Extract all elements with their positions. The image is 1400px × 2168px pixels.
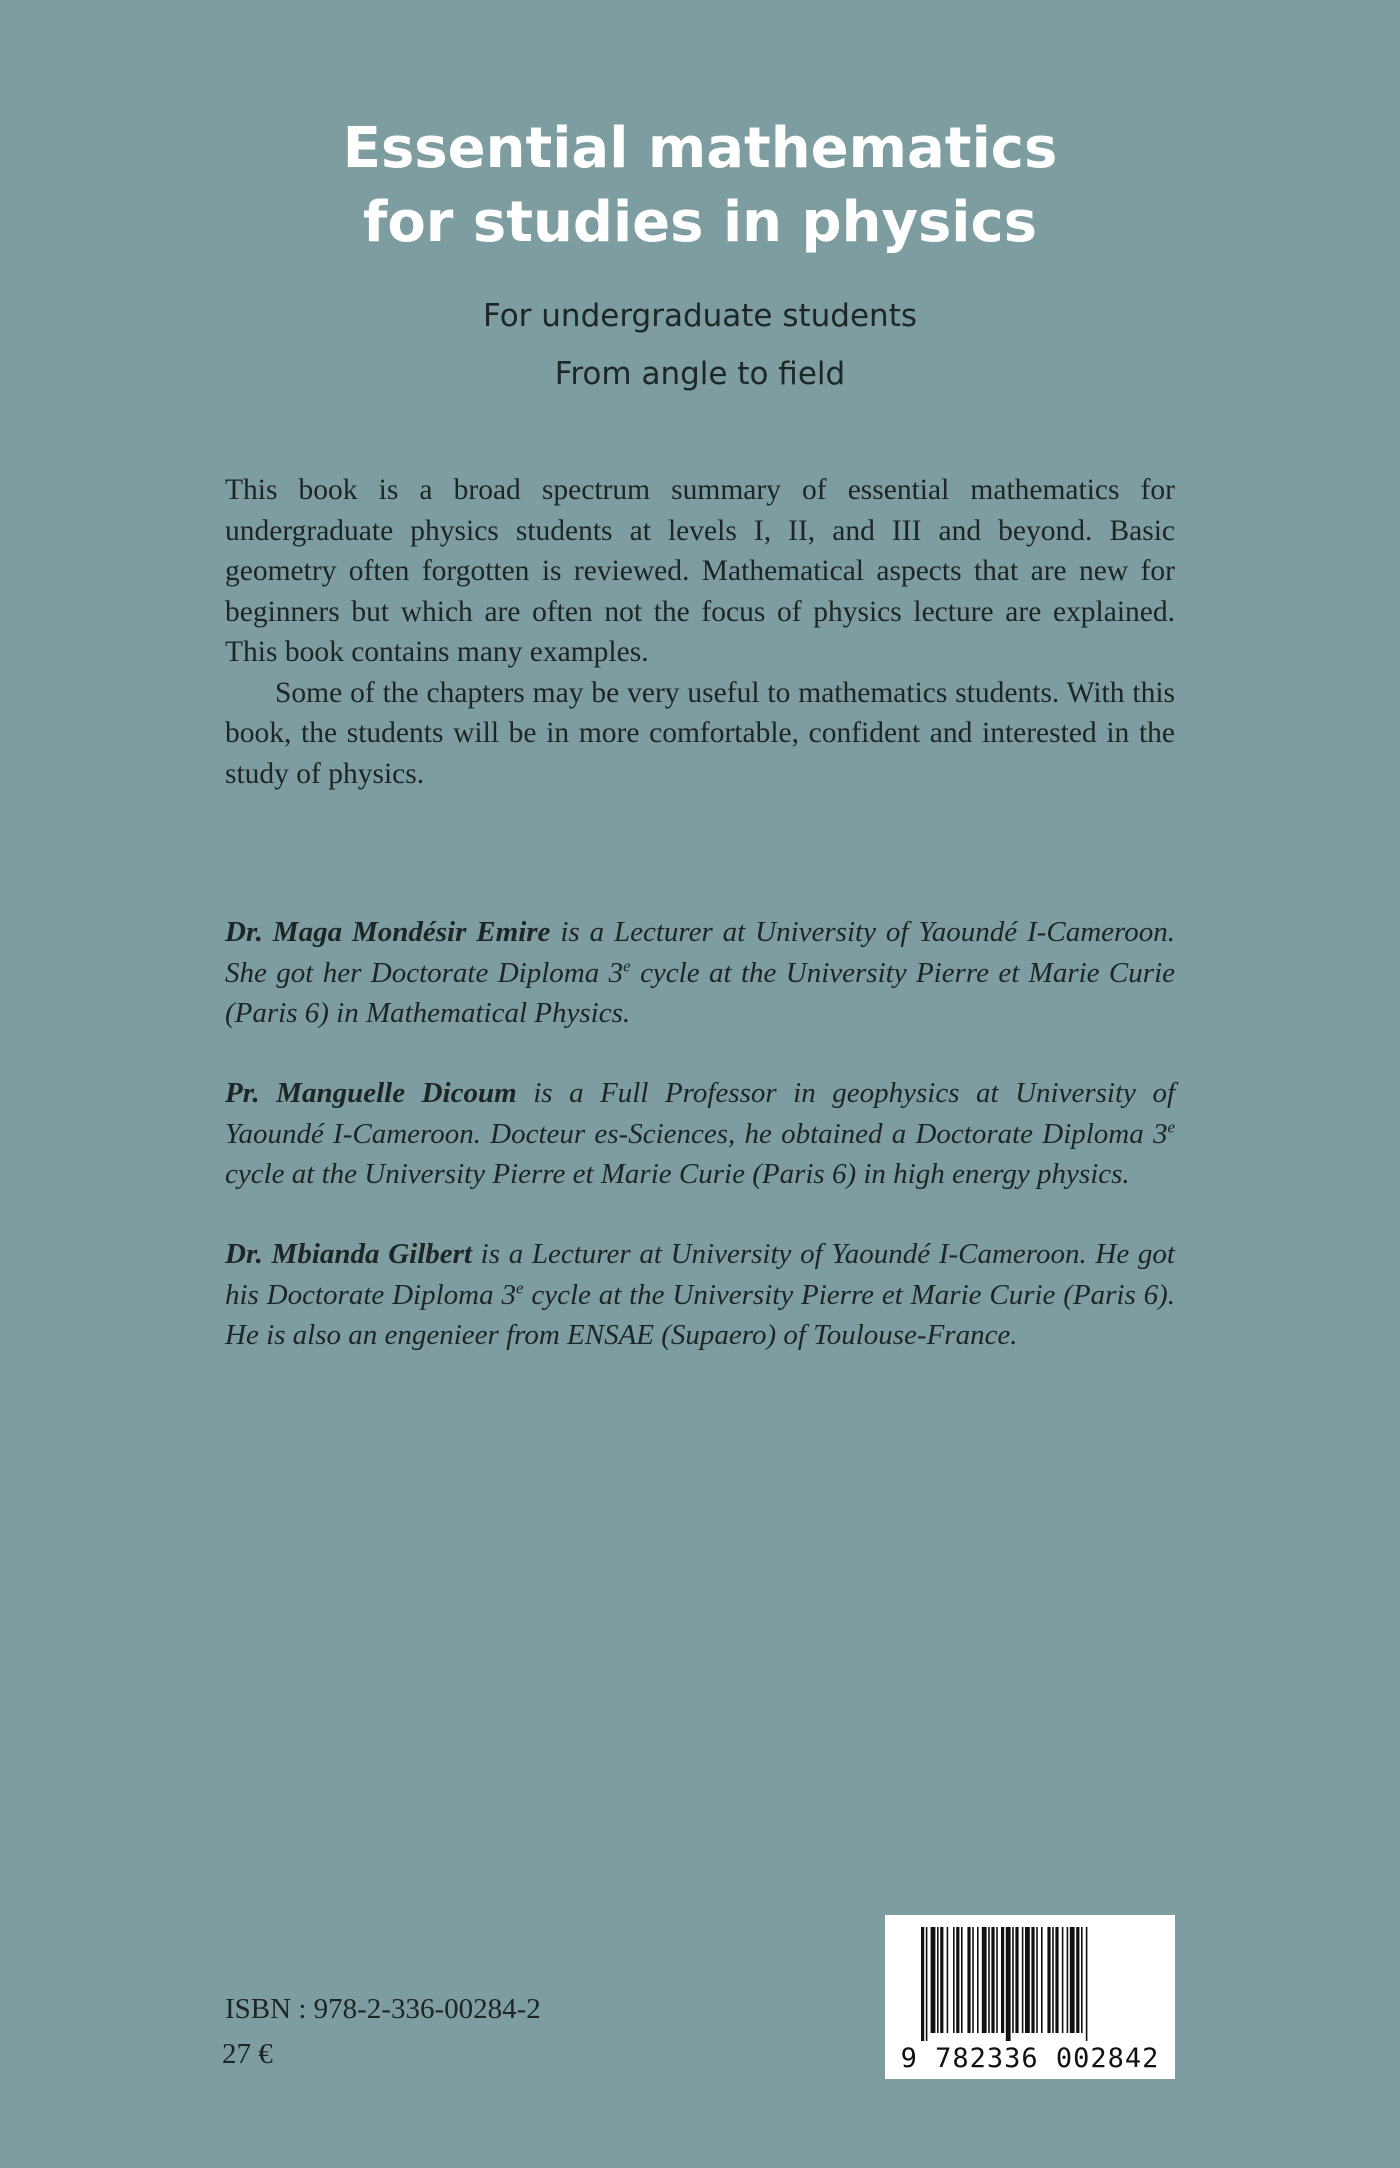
author-bio-2	[225, 1073, 1175, 1195]
barcode-bar	[926, 1927, 928, 2041]
barcode-bar	[977, 1927, 979, 2033]
author-bio-2-text-b: cycle at the University Pierre et Marie Curie (Paris 6) in high energy physics.	[225, 1158, 1130, 1190]
barcode	[885, 1915, 1175, 2079]
isbn-label: ISBN : 978-2-336-00284-2	[225, 1993, 541, 2025]
author-bio-2-sup: e	[1167, 1116, 1175, 1136]
author-name-1: Dr. Maga Mondésir Emire	[225, 916, 551, 948]
barcode-bar	[1052, 1927, 1054, 2033]
barcode-bar	[1062, 1927, 1064, 2033]
barcode-bar	[947, 1927, 949, 2033]
barcode-bar	[1081, 1927, 1083, 2033]
barcode-bar	[931, 1927, 936, 2033]
author-name-3: Dr. Mbianda Gilbert	[225, 1238, 472, 1270]
barcode-bar	[956, 1927, 959, 2033]
author-bio-3-text-a: is a Lecturer at University of Yaoundé I-Cameroon. He got his Doctorate Diploma 3	[225, 1238, 1175, 1311]
description-paragraph-1: This book is a broad spectrum summary of essential mathematics for undergraduate physics students at levels I, II, and III and beyond. Basic geometry often forgotten is reviewed. Mathematical aspects that are new for beginners but which are often not the focus of physics lecture are explained. This book contains many examples.	[225, 474, 1175, 668]
author-bio-3-text-b: cycle at the University Pierre et Marie Curie (Paris 6). He is also an engenieer from ENSAE (Supaero) of Toulouse-France.	[225, 1278, 1175, 1351]
book-description	[225, 470, 1175, 794]
title-line-2: for studies in physics	[362, 190, 1038, 255]
barcode-bar	[996, 1927, 998, 2033]
barcode-bar	[1025, 1927, 1030, 2033]
author-name-2: Pr. Manguelle Dicoum	[225, 1077, 517, 1109]
barcode-bar	[967, 1927, 970, 2033]
barcode-bar	[961, 1927, 963, 2033]
barcode-bar	[991, 1927, 994, 2033]
author-bio-3-sup: e	[515, 1277, 524, 1297]
barcode-bar	[1022, 1927, 1024, 2033]
author-bio-2-text-a: is a Full Professor in geophysics at University of Yaoundé I-Cameroon. Docteur es-Sciences, he obtained a Doctorate Diploma 3	[225, 1077, 1175, 1150]
barcode-bar	[1076, 1927, 1079, 2033]
barcode-bar	[1015, 1927, 1018, 2033]
barcode-bar	[1047, 1927, 1050, 2033]
barcode-bar	[953, 1927, 955, 2033]
barcode-bar	[1036, 1927, 1038, 2033]
barcode-bar	[1067, 1927, 1069, 2033]
barcode-bar	[1055, 1927, 1058, 2033]
author-bio-1-text-b: cycle at the University Pierre et Marie Curie (Paris 6) in Mathematical Physics.	[225, 956, 1175, 1029]
barcode-bar	[972, 1927, 974, 2033]
barcode-bar	[988, 1927, 990, 2033]
barcode-bar	[1086, 1927, 1088, 2041]
barcode-bar	[982, 1927, 987, 2033]
barcode-bar	[1006, 1927, 1011, 2041]
author-bio-1	[225, 912, 1175, 1034]
subtitle-audience: For undergraduate students	[482, 298, 917, 334]
subtitle-scope: From angle to field	[554, 356, 846, 392]
barcode-bar	[1031, 1927, 1034, 2033]
book-title	[0, 112, 1400, 260]
barcode-bar	[1012, 1927, 1014, 2033]
price-label: 27 €	[222, 2038, 273, 2070]
barcode-bar	[1041, 1927, 1043, 2033]
description-paragraph-2: Some of the chapters may be very useful to mathematics students. With this book, the students will be in more comfortable, confident and interested in the study of physics.	[225, 676, 1175, 790]
barcode-bar	[937, 1927, 939, 2033]
author-bio-1-text-a: is a Lecturer at University of Yaoundé I-Cameroon. She got her Doctorate Diploma 3	[225, 916, 1175, 989]
author-bio-1-sup: e	[623, 955, 631, 975]
barcode-bar	[1001, 1927, 1004, 2033]
barcode-digits: 9 782336 002842	[900, 2043, 1160, 2074]
title-line-1: Essential mathematics	[342, 116, 1058, 181]
barcode-bar	[1070, 1927, 1075, 2033]
author-bio-3	[225, 1234, 1175, 1356]
barcode-bar	[921, 1927, 924, 2041]
barcode-bar	[940, 1927, 943, 2033]
